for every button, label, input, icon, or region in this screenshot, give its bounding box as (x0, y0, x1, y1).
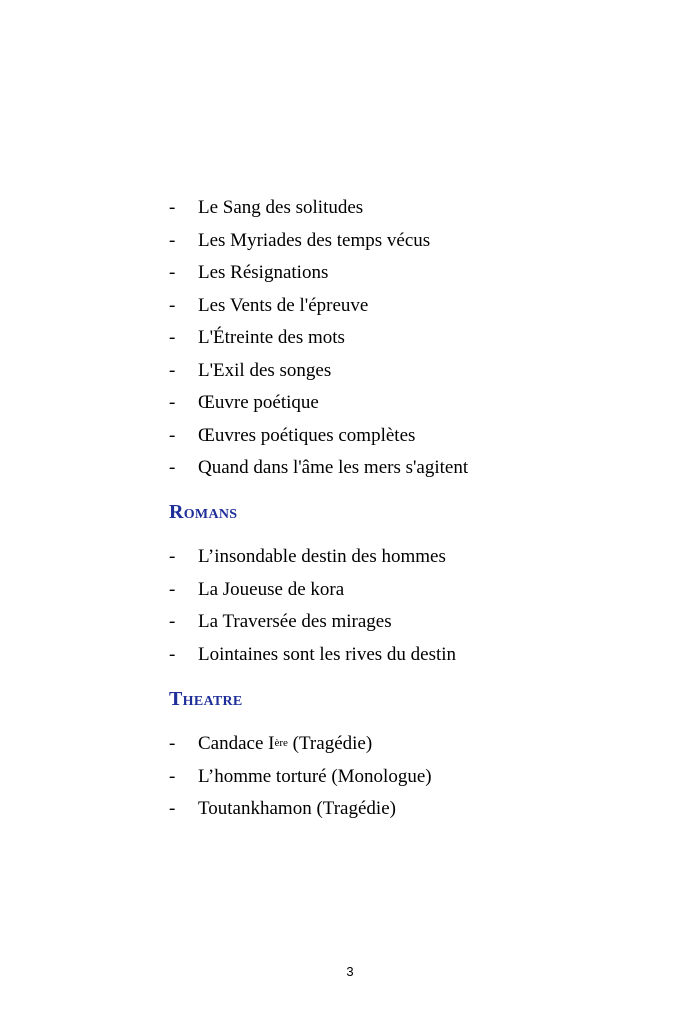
book-title: Le Sang des solitudes (198, 197, 364, 218)
ordinal-superscript: ère (274, 737, 288, 749)
section-heading-theatre: Theatre (169, 688, 243, 710)
list-bullet: - (169, 611, 176, 632)
list-bullet: - (169, 578, 176, 600)
list-bullet: - (169, 359, 176, 381)
book-title: Les Myriades des temps vécus (198, 229, 431, 251)
book-title-genre: (Tragédie) (287, 733, 373, 754)
book-title: Lointaines sont les rives du destin (198, 643, 457, 665)
book-title: La Joueuse de kora (198, 578, 345, 600)
book-title: La Traversée des mirages (198, 611, 392, 632)
book-title: L'Exil des songes (198, 359, 332, 381)
book-title: Quand dans l'âme les mers s'agitent (198, 457, 469, 478)
book-title: Les Vents de l'épreuve (198, 294, 369, 316)
book-title: L'Étreinte des mots (198, 327, 345, 348)
book-title (198, 732, 372, 756)
list-bullet: - (169, 546, 176, 567)
list-bullet: - (169, 643, 176, 665)
list-bullet: - (169, 457, 176, 478)
book-title-main: Candace I (198, 733, 275, 754)
list-bullet: - (169, 392, 176, 413)
list-bullet: - (169, 424, 176, 446)
list-bullet: - (169, 765, 176, 787)
list-bullet: - (169, 798, 176, 819)
list-bullet: - (169, 733, 176, 754)
book-title: L’homme torturé (Monologue) (198, 765, 432, 787)
page-number: 3 (346, 964, 354, 979)
list-bullet: - (169, 262, 176, 283)
book-title: Œuvres poétiques complètes (198, 424, 416, 446)
book-title: Toutankhamon (Tragédie) (198, 798, 396, 819)
list-bullet: - (169, 229, 176, 251)
list-bullet: - (169, 327, 176, 348)
list-bullet: - (169, 294, 176, 316)
list-bullet: - (169, 197, 176, 218)
book-title: Les Résignations (198, 262, 329, 283)
section-heading-romans: Romans (169, 501, 238, 523)
book-title: Œuvre poétique (198, 392, 319, 413)
book-title: L’insondable destin des hommes (198, 546, 446, 567)
